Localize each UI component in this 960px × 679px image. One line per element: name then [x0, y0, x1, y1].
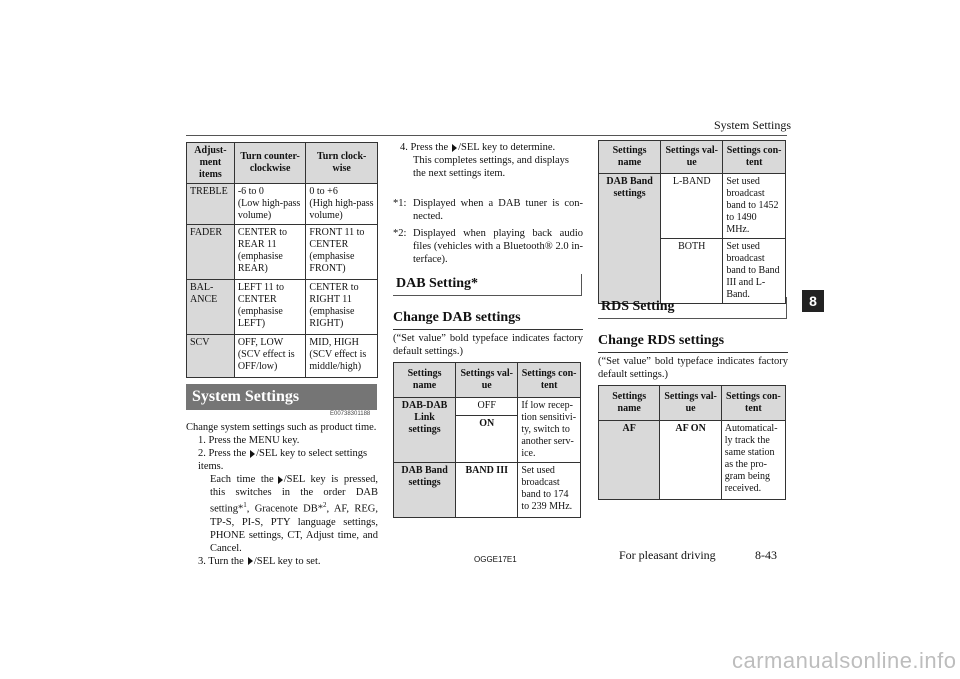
page-header-title: System Settings [714, 118, 792, 132]
rds-setting-heading: RDS Setting [601, 299, 675, 314]
footer-page-number: 8-43 [755, 548, 777, 562]
table-row [187, 225, 378, 280]
table-cell: AF [599, 421, 660, 500]
footnote-mark: *2: [393, 228, 407, 239]
footnote-2 [393, 227, 583, 266]
step-4 [400, 141, 583, 180]
watermark-text: carmanualsonline.info [732, 648, 957, 673]
step-3 [186, 555, 378, 568]
header-cell: Settings val-ue [661, 141, 723, 174]
table-cell: -6 to 0 (Low high-pass volume) [234, 184, 306, 225]
header-cell: Settings name [599, 141, 661, 174]
section-code: E00738301188 [330, 411, 371, 417]
header-cell: Settings con-tent [723, 141, 786, 174]
header-cell: Adjust-ment items [187, 143, 235, 184]
table-header-row [599, 141, 786, 174]
table-cell: AF ON [660, 421, 721, 500]
change-dab-heading: Change DAB settings [393, 310, 583, 330]
footnote-text: Displayed when playing back audio files (vehicles with a Bluetooth® 2.0 in-terface). [413, 228, 583, 265]
play-key-icon [278, 476, 283, 484]
header-cell: Settings name [599, 386, 660, 421]
table-cell: CENTER to RIGHT 11 (emphasise RIGHT) [306, 280, 378, 335]
footer-doc-code: OGGE17E1 [474, 555, 517, 564]
header-cell: Settings val-ue [456, 363, 518, 398]
header-rule [186, 135, 787, 136]
step-4-text: /SEL key to determine. [458, 142, 556, 153]
table-row [187, 335, 378, 378]
step-2-text: /SEL key to select settings items. [198, 448, 368, 472]
chapter-tab: 8 [802, 290, 824, 312]
table-row [187, 184, 378, 225]
table-cell: ON [456, 415, 518, 462]
table-cell: DAB-DAB Link settings [394, 398, 456, 463]
table-row [394, 398, 581, 416]
footnote-mark: *1: [393, 198, 407, 209]
table-header-row [187, 143, 378, 184]
table-header-row [599, 386, 786, 421]
table-cell: If low recep-tion sensitivi-ty, switch to another serv-ice. [518, 398, 581, 463]
footer-section: For pleasant driving [619, 548, 716, 562]
footnote-ref: 1 [243, 501, 247, 509]
header-cell: Turn clock-wise [306, 143, 378, 184]
dab-settings-table [393, 362, 581, 518]
step-2-text: 2. Press the [198, 448, 247, 459]
table-cell: Automatical-ly track the same station as the pro-gram being received. [721, 421, 785, 500]
table-header-row [394, 363, 581, 398]
step-3-text: /SEL key to set. [253, 555, 321, 567]
table-cell: SCV [187, 335, 235, 378]
intro-text: Change system settings such as product time. [186, 422, 377, 433]
change-dab-text: (“Set value” bold typeface indicates factory default settings.) [393, 333, 583, 357]
step-2-detail-text: /SEL key is pressed, this switches in the order DAB setting* [210, 474, 378, 515]
footnote-1 [393, 197, 583, 223]
step-1: 1. Press the MENU key. [198, 435, 300, 446]
step-2 [186, 447, 378, 473]
table-cell: BAL-ANCE [187, 280, 235, 335]
header-cell: Settings val-ue [660, 386, 721, 421]
table-cell: L-BAND [661, 174, 723, 239]
table-cell: Set used broadcast band to 174 to 239 MHz. [518, 463, 581, 518]
rds-setting-heading-box [598, 297, 787, 319]
table-cell: TREBLE [187, 184, 235, 225]
rds-settings-table [598, 385, 786, 500]
table-cell: BAND III [456, 463, 518, 518]
play-key-icon [248, 557, 253, 565]
table-row [394, 463, 581, 518]
adjustment-table [186, 142, 378, 378]
header-cell: Settings con-tent [721, 386, 785, 421]
change-rds-heading: Change RDS settings [598, 333, 788, 353]
system-settings-heading: System Settings [186, 384, 377, 410]
header-cell: Settings con-tent [518, 363, 581, 398]
table-row [599, 421, 786, 500]
table-cell: MID, HIGH (SCV effect is middle/high) [306, 335, 378, 378]
step-4-line [400, 141, 583, 154]
header-cell: Settings name [394, 363, 456, 398]
table-row [599, 174, 786, 239]
footnote-text: Displayed when a DAB tuner is con-nected. [413, 198, 583, 222]
step-3-text: 3. Turn the [198, 555, 244, 567]
table-cell: FADER [187, 225, 235, 280]
footnote-ref: 2 [322, 501, 327, 509]
table-cell: DAB Band settings [394, 463, 456, 518]
step-2-detail [186, 473, 378, 555]
play-key-icon [250, 450, 255, 458]
table-cell: Set used broadcast band to 1452 to 1490 MHz. [723, 174, 786, 239]
change-rds-text: (“Set value” bold typeface indicates factory default settings.) [598, 356, 788, 380]
play-key-icon [452, 144, 457, 152]
table-cell: Set used broadcast band to Band III and L-Band. [723, 239, 786, 304]
table-row [187, 280, 378, 335]
header-cell: Turn counter-clockwise [234, 143, 306, 184]
step-4-text: 4. Press the [400, 142, 449, 153]
dab-band-table [598, 140, 786, 304]
system-settings-body [186, 421, 378, 568]
step-2-detail-text: , AF, REG, TP-S, PI-S, PTY language settings, PHONE settings, CT, Adjust time, and Cancel. [210, 503, 378, 554]
dab-setting-heading: DAB Setting* [396, 276, 479, 291]
table-cell: 0 to +6 (High high-pass volume) [306, 184, 378, 225]
step-4-detail: This completes settings, and displays the next settings item. [413, 155, 570, 179]
step-2-detail-text: Each time the [210, 474, 274, 485]
dab-setting-heading-box [393, 274, 582, 296]
table-cell: FRONT 11 to CENTER (emphasise FRONT) [306, 225, 378, 280]
table-cell: BOTH [661, 239, 723, 304]
table-cell: DAB Band settings [599, 174, 661, 304]
table-cell: CENTER to REAR 11 (emphasise REAR) [234, 225, 306, 280]
table-cell: LEFT 11 to CENTER (emphasise LEFT) [234, 280, 306, 335]
step-2-detail-text: , Gracenote DB* [246, 503, 323, 515]
table-cell: OFF [456, 398, 518, 416]
table-cell: OFF, LOW (SCV effect is OFF/low) [234, 335, 306, 378]
